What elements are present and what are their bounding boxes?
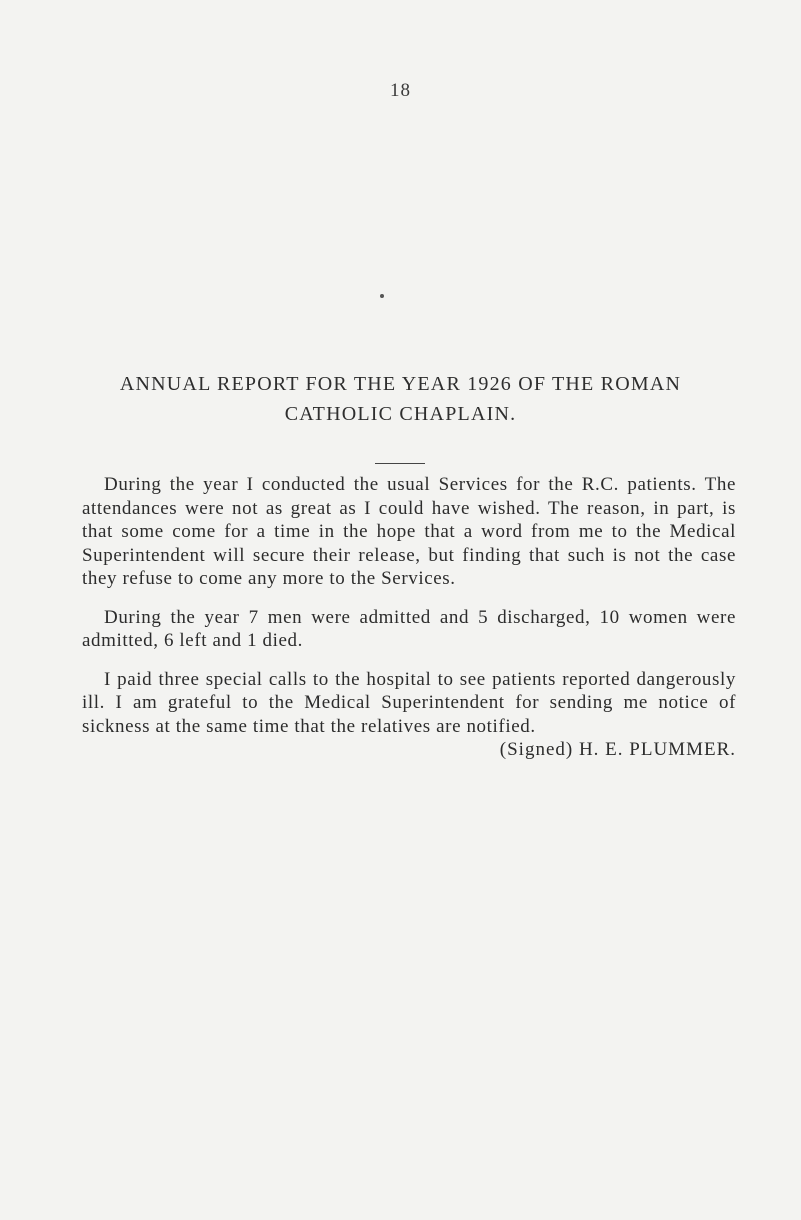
report-title-line-1: ANNUAL REPORT FOR THE YEAR 1926 OF THE ROMAN: [119, 373, 682, 395]
ink-speck: [380, 294, 384, 298]
report-title: [90, 369, 711, 429]
report-title-line-2: CATHOLIC CHAPLAIN.: [284, 403, 517, 425]
paragraph-special-calls: I paid three special calls to the hospital to see patients reported dangerously ill. I am grateful to the Medical Superintendent for sending me notice of sickness at the same time that the relatives are notified.: [82, 668, 736, 737]
title-divider: [375, 463, 425, 464]
signature: (Signed) H. E. PLUMMER.: [499, 739, 736, 760]
paragraph-admissions: During the year 7 men were admitted and 5 discharged, 10 women were admitted, 6 left and 1 died.: [82, 606, 736, 651]
paragraph-services: During the year I conducted the usual Services for the R.C. patients. The attendances were not as great as I could have wished. The reason, in part, is that some come for a time in the hope that a word from me to the Medical Superintendent will secure their release, but finding that such is not the case they refuse to come any more to the Services.: [82, 474, 736, 589]
report-body: [82, 473, 736, 762]
page-number: 18: [390, 80, 411, 101]
